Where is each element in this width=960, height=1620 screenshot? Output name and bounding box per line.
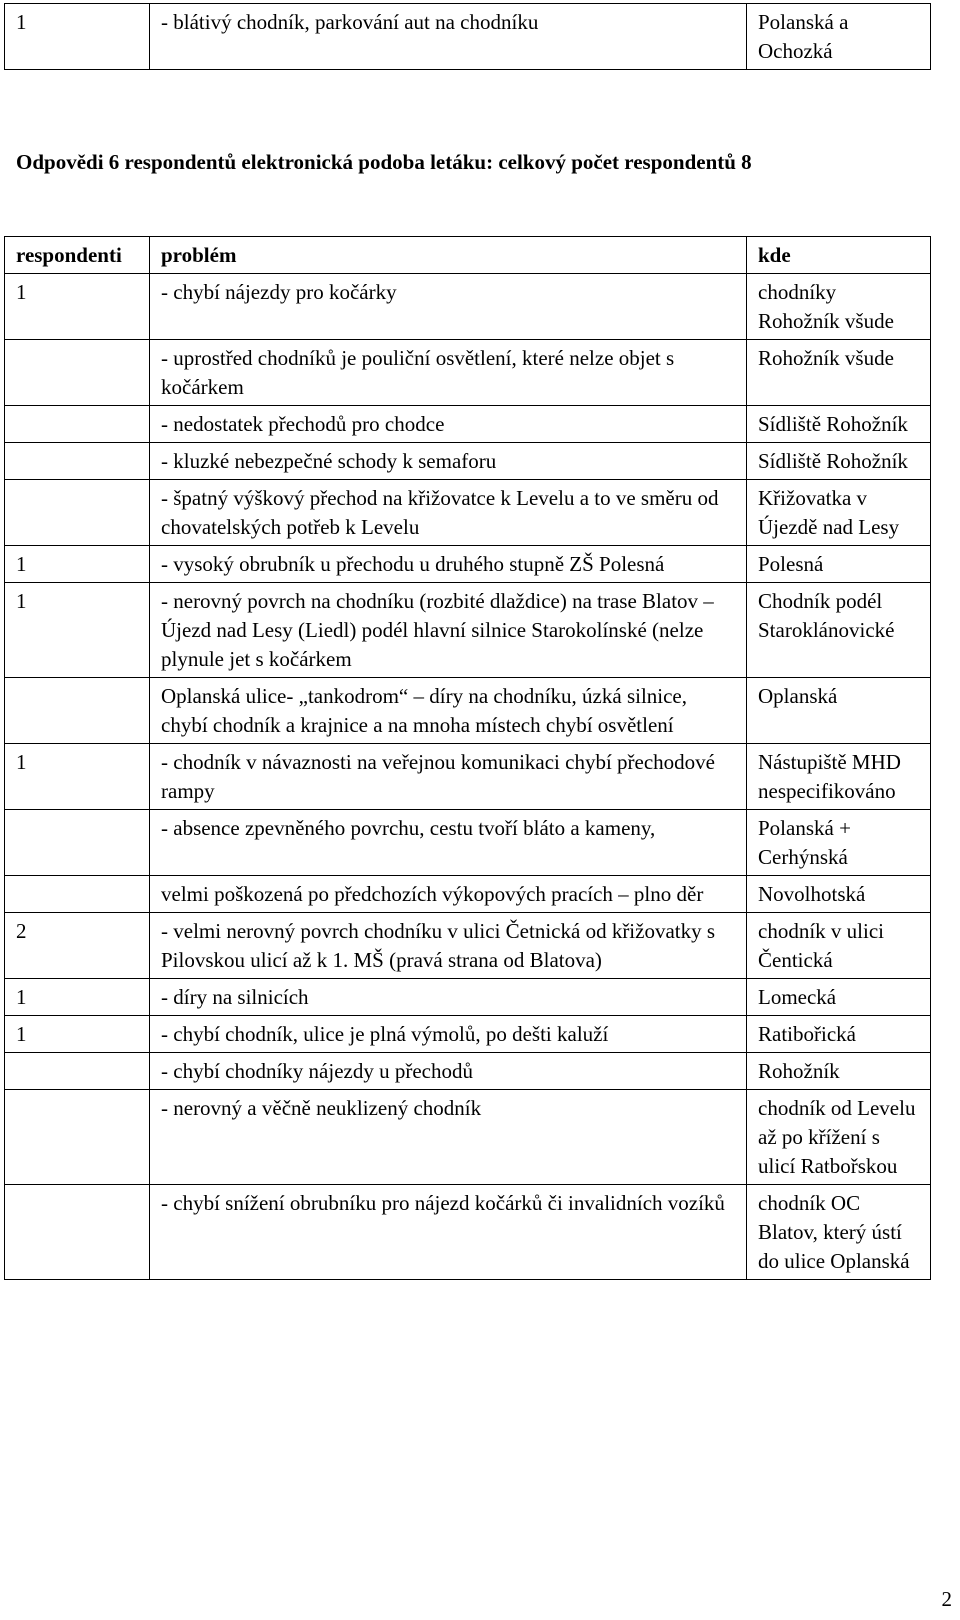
problem-cell: - chybí chodníky nájezdy u přechodů bbox=[150, 1053, 747, 1090]
table-row bbox=[5, 406, 931, 443]
problem-cell: - nerovný povrch na chodníku (rozbité dlaždice) na trase Blatov – Újezd nad Lesy (Liedl) podél hlavní silnice Starokolínské (nelze plynule jet s kočárkem bbox=[150, 583, 747, 678]
table-row bbox=[5, 274, 931, 340]
respondents-cell bbox=[5, 810, 150, 876]
problem-cell: - absence zpevněného povrchu, cestu tvoří bláto a kameny, bbox=[150, 810, 747, 876]
location-cell: Novolhotská bbox=[747, 876, 931, 913]
table-row bbox=[5, 1016, 931, 1053]
section-heading: Odpovědi 6 respondentů elektronická podoba letáku: celkový počet respondentů 8 bbox=[16, 150, 752, 174]
location-cell: Ratibořická bbox=[747, 1016, 931, 1053]
respondents-cell: 2 bbox=[5, 913, 150, 979]
location-cell: Polesná bbox=[747, 546, 931, 583]
responses-table bbox=[4, 236, 931, 1280]
location-cell: Chodník podél Staroklánovické bbox=[747, 583, 931, 678]
table-row bbox=[5, 913, 931, 979]
location-cell: Polanská + Cerhýnská bbox=[747, 810, 931, 876]
respondents-cell: 1 bbox=[5, 979, 150, 1016]
problem-cell: - blátivý chodník, parkování aut na chodníku bbox=[150, 4, 747, 70]
respondents-cell: 1 bbox=[5, 744, 150, 810]
problem-cell: - chybí snížení obrubníku pro nájezd kočárků či invalidních vozíků bbox=[150, 1185, 747, 1280]
table-row bbox=[5, 876, 931, 913]
location-cell: Sídliště Rohožník bbox=[747, 406, 931, 443]
location-cell: chodník od Levelu až po křížení s ulicí Ratbořskou bbox=[747, 1090, 931, 1185]
respondents-cell bbox=[5, 1053, 150, 1090]
table-row bbox=[5, 1053, 931, 1090]
location-cell: Oplanská bbox=[747, 678, 931, 744]
table-row bbox=[5, 583, 931, 678]
respondents-cell bbox=[5, 1090, 150, 1185]
problem-cell: - uprostřed chodníků je pouliční osvětlení, které nelze objet s kočárkem bbox=[150, 340, 747, 406]
location-cell: Sídliště Rohožník bbox=[747, 443, 931, 480]
location-cell: Polanská a Ochozká bbox=[747, 4, 931, 70]
problem-cell: Oplanská ulice- „tankodrom“ – díry na chodníku, úzká silnice, chybí chodník a krajnice a na mnoha místech chybí osvětlení bbox=[150, 678, 747, 744]
problem-cell: - chybí chodník, ulice je plná výmolů, po dešti kaluží bbox=[150, 1016, 747, 1053]
respondents-cell bbox=[5, 406, 150, 443]
problem-cell: - nerovný a věčně neuklizený chodník bbox=[150, 1090, 747, 1185]
header-row bbox=[5, 237, 931, 274]
location-cell: Křižovatka v Újezdě nad Lesy bbox=[747, 480, 931, 546]
header-where: kde bbox=[747, 237, 931, 274]
top-table-body bbox=[5, 4, 931, 70]
problem-cell: - kluzké nebezpečné schody k semaforu bbox=[150, 443, 747, 480]
problem-cell: - velmi nerovný povrch chodníku v ulici Četnická od křižovatky s Pilovskou ulicí až k 1. MŠ (pravá strana od Blatova) bbox=[150, 913, 747, 979]
location-cell: chodník v ulici Čentická bbox=[747, 913, 931, 979]
table-row bbox=[5, 340, 931, 406]
page-number: 2 bbox=[941, 1587, 952, 1611]
respondents-cell: 1 bbox=[5, 4, 150, 70]
location-cell: Rohožník bbox=[747, 1053, 931, 1090]
responses-table-body bbox=[5, 237, 931, 1280]
respondents-cell bbox=[5, 480, 150, 546]
respondents-cell: 1 bbox=[5, 546, 150, 583]
respondents-cell bbox=[5, 1185, 150, 1280]
problem-cell: velmi poškozená po předchozích výkopových pracích – plno děr bbox=[150, 876, 747, 913]
respondents-cell: 1 bbox=[5, 1016, 150, 1053]
problem-cell: - chybí nájezdy pro kočárky bbox=[150, 274, 747, 340]
header-respondents: respondenti bbox=[5, 237, 150, 274]
location-cell: Nástupiště MHD nespecifikováno bbox=[747, 744, 931, 810]
header-problem: problém bbox=[150, 237, 747, 274]
problem-cell: - vysoký obrubník u přechodu u druhého stupně ZŠ Polesná bbox=[150, 546, 747, 583]
top-table bbox=[4, 3, 931, 70]
problem-cell: - nedostatek přechodů pro chodce bbox=[150, 406, 747, 443]
problem-cell: - díry na silnicích bbox=[150, 979, 747, 1016]
respondents-cell bbox=[5, 340, 150, 406]
respondents-cell bbox=[5, 876, 150, 913]
respondents-cell: 1 bbox=[5, 583, 150, 678]
table-row bbox=[5, 810, 931, 876]
location-cell: Rohožník všude bbox=[747, 340, 931, 406]
respondents-cell bbox=[5, 678, 150, 744]
table-row bbox=[5, 744, 931, 810]
table-row bbox=[5, 443, 931, 480]
table-row bbox=[5, 4, 931, 70]
respondents-cell: 1 bbox=[5, 274, 150, 340]
location-cell: Lomecká bbox=[747, 979, 931, 1016]
table-row bbox=[5, 1090, 931, 1185]
table-row bbox=[5, 546, 931, 583]
location-cell: chodníky Rohožník všude bbox=[747, 274, 931, 340]
table-row bbox=[5, 1185, 931, 1280]
table-row bbox=[5, 979, 931, 1016]
problem-cell: - špatný výškový přechod na křižovatce k Levelu a to ve směru od chovatelských potřeb k Levelu bbox=[150, 480, 747, 546]
problem-cell: - chodník v návaznosti na veřejnou komunikaci chybí přechodové rampy bbox=[150, 744, 747, 810]
table-row bbox=[5, 678, 931, 744]
table-row bbox=[5, 480, 931, 546]
location-cell: chodník OC Blatov, který ústí do ulice Oplanská bbox=[747, 1185, 931, 1280]
respondents-cell bbox=[5, 443, 150, 480]
